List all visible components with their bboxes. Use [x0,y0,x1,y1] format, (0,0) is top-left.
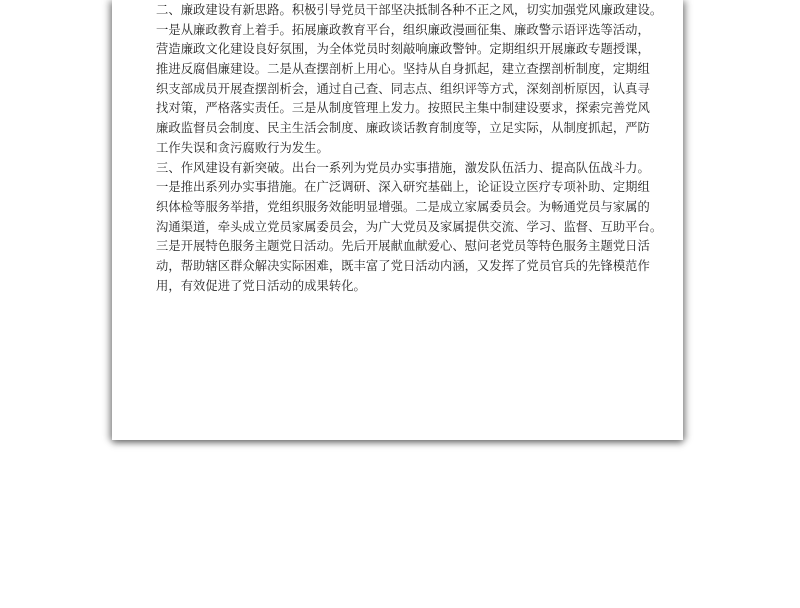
text-line: 织支部成员开展查摆剖析会，通过自己查、同志点、组织评等方式，深刻剖析原因，认真寻 [156,81,650,96]
text-line: 三、作风建设有新突破。出台一系列为党员办实事措施，激发队伍活力、提高队伍战斗力。 [156,160,650,175]
text-line: 推进反腐倡廉建设。二是从查摆剖析上用心。坚持从自身抓起，建立查摆剖析制度，定期组 [156,62,650,77]
text-line: 用，有效促进了党日活动的成果转化。 [156,278,366,293]
text-line: 一是推出系列办实事措施。在广泛调研、深入研究基础上，论证设立医疗专项补助、定期组 [156,180,650,195]
text-line: 找对策，严格落实责任。三是从制度管理上发力。按照民主集中制建设要求，探索完善党风 [156,101,650,116]
document-body [156,0,663,296]
document-page [112,0,683,440]
text-line: 廉政监督员会制度、民主生活会制度、廉政谈话教育制度等，立足实际，从制度抓起，严防 [156,121,650,136]
text-line: 营造廉政文化建设良好氛围，为全体党员时刻敲响廉政警钟。定期组织开展廉政专题授课， [156,42,650,57]
text-line: 一是从廉政教育上着手。拓展廉政教育平台，组织廉政漫画征集、廉政警示语评选等活动， [156,22,650,37]
text-line: 动，帮助辖区群众解决实际困难，既丰富了党日活动内涵，又发挥了党员官兵的先锋模范作 [156,258,650,273]
text-line: 工作失误和贪污腐败行为发生。 [156,140,329,155]
text-line: 织体检等服务举措，党组织服务效能明显增强。二是成立家属委员会。为畅通党员与家属的 [156,199,650,214]
text-line: 三是开展特色服务主题党日活动。先后开展献血献爱心、慰问老党员等特色服务主题党日活 [156,239,650,254]
text-line: 二、廉政建设有新思路。积极引导党员干部坚决抵制各种不正之风，切实加强党风廉政建设。 [156,3,663,17]
text-line: 沟通渠道，牵头成立党员家属委员会，为广大党员及家属提供交流、学习、监督、互助平台。 [156,219,663,234]
